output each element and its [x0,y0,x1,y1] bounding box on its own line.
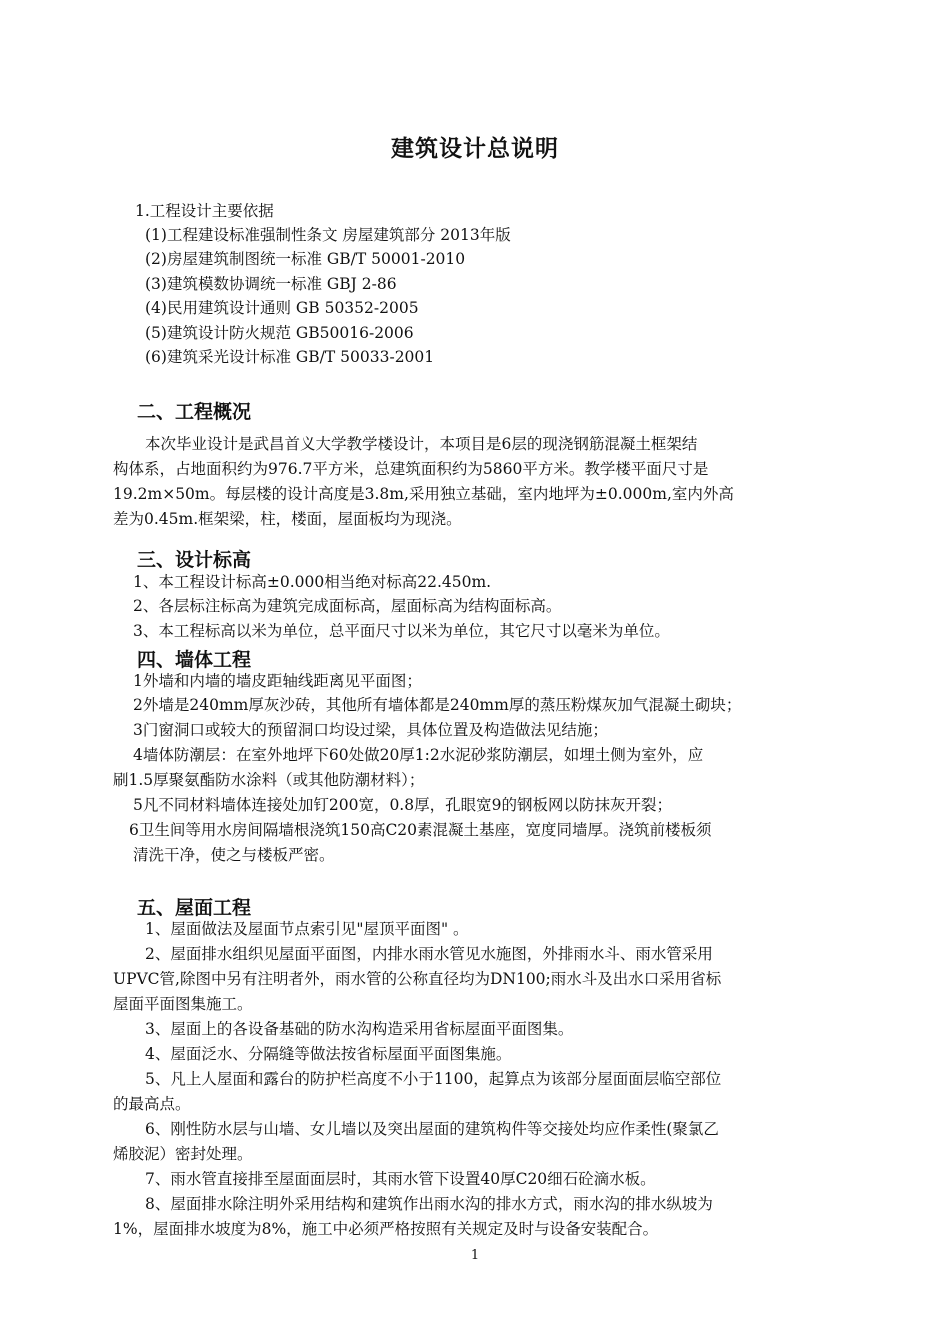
basis-item: (1)工程建设标准强制性条文 房屋建筑部分 2013年版 [145,226,511,244]
wall-line: 3门窗洞口或较大的预留洞口均设过梁，具体位置及构造做法见结施； [133,721,608,739]
roof-line: 1、屋面做法及屋面节点索引见"屋顶平面图" 。 [145,920,469,938]
elevation-line: 2、各层标注标高为建筑完成面标高，屋面标高为结构面标高。 [133,597,562,615]
roof-line: 4、屋面泛水、分隔缝等做法按省标屋面平面图集施。 [145,1045,512,1063]
section-2-heading: 二、工程概况 [137,401,252,423]
wall-line: 清洗干净，使之与楼板严密。 [133,846,335,864]
wall-line: 6卫生间等用水房间隔墙根浇筑150高C20素混凝土基座，宽度同墙厚。浇筑前楼板须 [129,821,712,839]
roof-line: 的最高点。 [113,1095,191,1113]
section-4-heading: 四、墙体工程 [137,649,252,671]
page-title: 建筑设计总说明 [391,136,559,162]
roof-line: 烯胶泥）密封处理。 [113,1145,253,1163]
overview-line: 19.2m×50m。每层楼的设计高度是3.8m,采用独立基础，室内地坪为±0.000m,室内外高 [113,485,734,503]
overview-line: 本次毕业设计是武昌首义大学教学楼设计，本项目是6层的现浇钢筋混凝土框架结 [145,435,698,453]
wall-line: 刷1.5厚聚氨酯防水涂料（或其他防潮材料）； [113,771,425,789]
wall-line: 4墙体防潮层：在室外地坪下60处做20厚1:2水泥砂浆防潮层，如埋土侧为室外，应 [133,746,704,764]
wall-line: 1外墙和内墙的墙皮距轴线距离见平面图； [133,672,422,690]
roof-line: UPVC管,除图中另有注明者外，雨水管的公称直径均为DN100;雨水斗及出水口采用省标 [113,970,722,988]
roof-line: 6、刚性防水层与山墙、女儿墙以及突出屋面的建筑构件等交接处均应作柔性(聚氯乙 [145,1120,719,1138]
roof-line: 7、雨水管直接排至屋面面层时，其雨水管下设置40厚C20细石砼滴水板。 [145,1170,656,1188]
wall-line: 2外墙是240mm厚灰沙砖，其他所有墙体都是240mm厚的蒸压粉煤灰加气混凝土砌块； [133,696,742,714]
elevation-line: 3、本工程标高以米为单位，总平面尺寸以米为单位，其它尺寸以毫米为单位。 [133,622,670,640]
roof-line: 1%，屋面排水坡度为8%，施工中必须严格按照有关规定及时与设备安装配合。 [113,1220,659,1238]
page-number: 1 [470,1248,480,1263]
roof-line: 屋面平面图集施工。 [113,995,253,1013]
roof-line: 5、凡上人屋面和露台的防护栏高度不小于1100，起算点为该部分屋面面层临空部位 [145,1070,722,1088]
section-3-heading: 三、设计标高 [137,549,252,571]
basis-item: (3)建筑模数协调统一标准 GBJ 2-86 [145,275,397,293]
basis-item: (2)房屋建筑制图统一标准 GB/T 50001-2010 [145,250,466,268]
section-1-heading: 1.工程设计主要依据 [135,202,274,220]
elevation-line: 1、本工程设计标高±0.000相当绝对标高22.450m. [133,573,492,591]
section-5-heading: 五、屋面工程 [137,897,252,919]
roof-line: 2、屋面排水组织见屋面平面图，内排水雨水管见水施图，外排雨水斗、雨水管采用 [145,945,713,963]
roof-line: 3、屋面上的各设备基础的防水沟构造采用省标屋面平面图集。 [145,1020,574,1038]
basis-item: (4)民用建筑设计通则 GB 50352-2005 [145,299,419,317]
roof-line: 8、屋面排水除注明外采用结构和建筑作出雨水沟的排水方式，雨水沟的排水纵坡为 [145,1195,713,1213]
wall-line: 5凡不同材料墙体连接处加钉200宽，0.8厚，孔眼宽9的钢板网以防抹灰开裂； [133,796,672,814]
overview-line: 构体系，占地面积约为976.7平方米，总建筑面积约为5860平方米。教学楼平面尺寸是 [113,460,709,478]
overview-line: 差为0.45m.框架梁，柱，楼面，屋面板均为现浇。 [113,510,462,528]
basis-item: (5)建筑设计防火规范 GB50016-2006 [145,324,414,342]
basis-item: (6)建筑采光设计标准 GB/T 50033-2001 [145,348,435,366]
